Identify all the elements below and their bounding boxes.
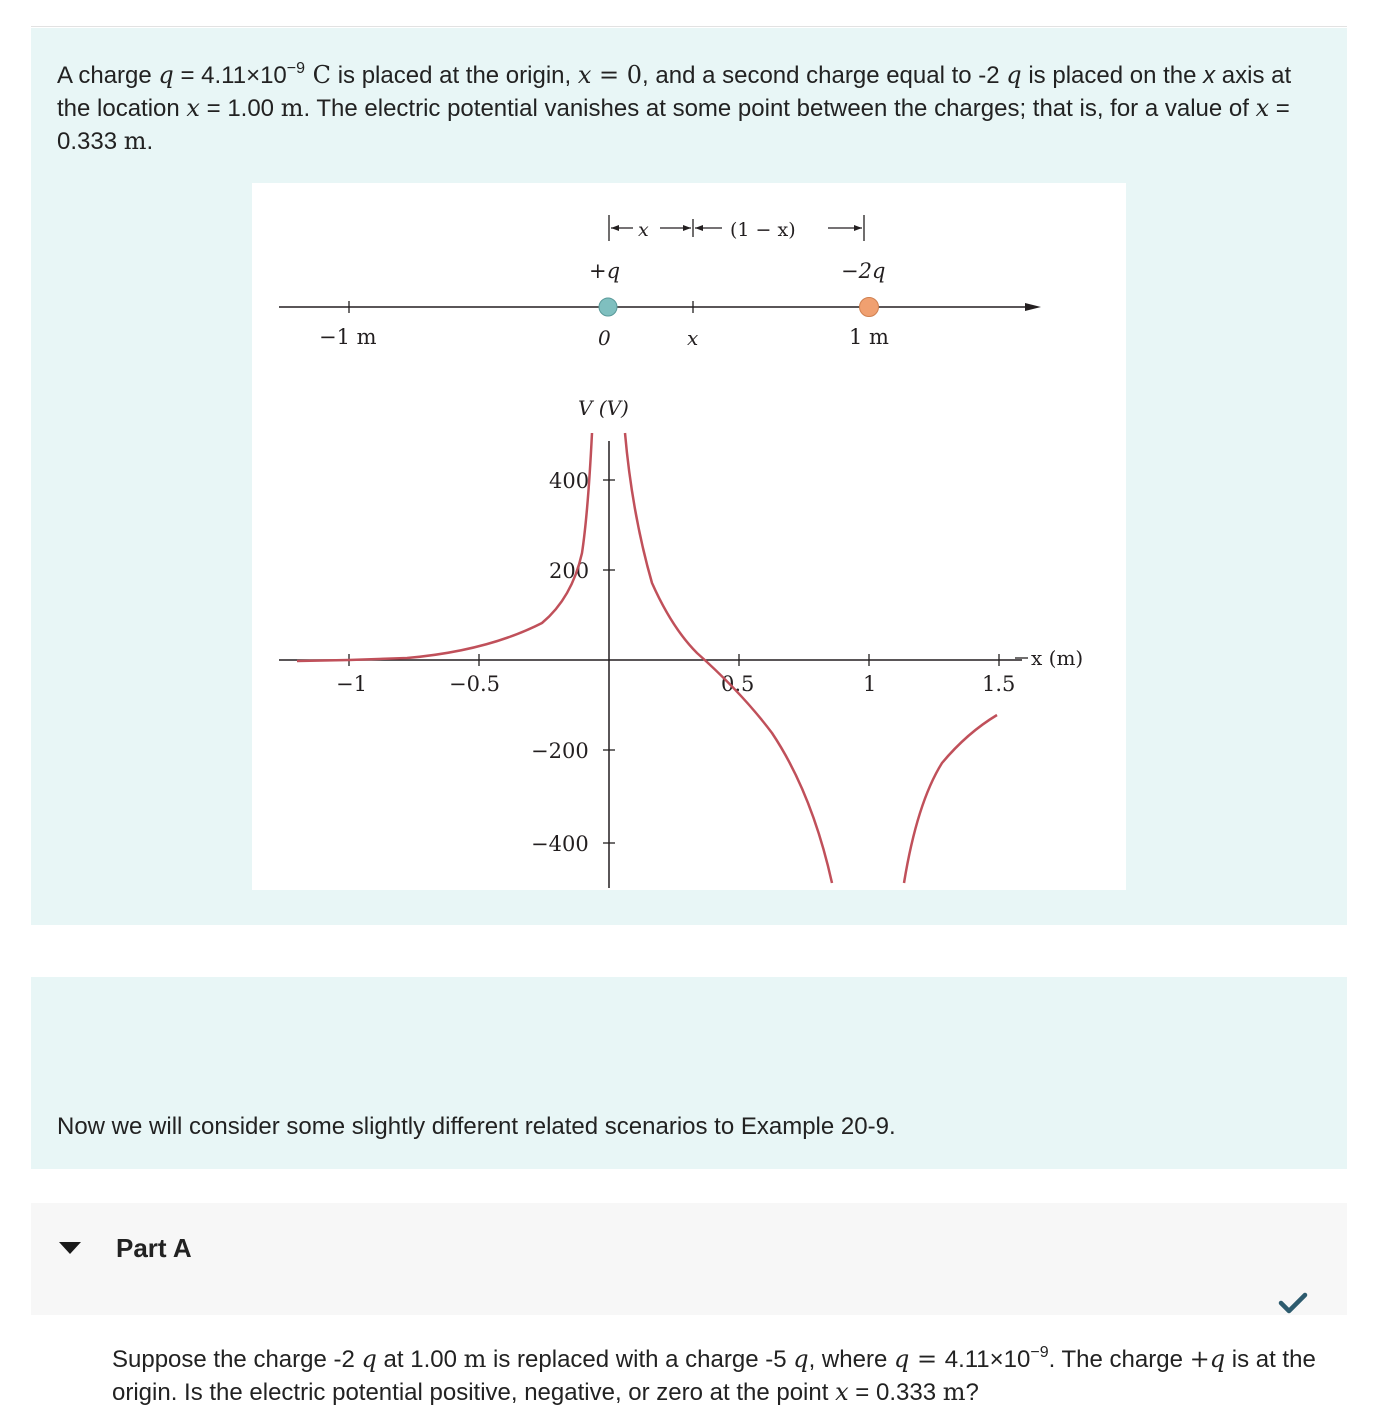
- question-text-part: ?: [965, 1379, 979, 1406]
- intro-text-part: , and a second charge equal to -2: [642, 62, 1007, 89]
- intro-text-part: = 4.11×10: [173, 62, 287, 89]
- math-x: x: [1255, 94, 1270, 122]
- math-x: x: [577, 61, 592, 89]
- intro-text-part: A charge: [57, 62, 159, 89]
- question-text-part: is at the origin. Is the electric potential positive, negative, or zero at the point: [112, 1346, 1316, 1406]
- x-axis-label: [1031, 646, 1083, 670]
- unit-meter: m: [123, 127, 147, 155]
- exponent: −9: [286, 60, 306, 77]
- x-tick-1.5: 1.5: [982, 672, 1016, 696]
- exponent: −9: [1030, 1344, 1049, 1361]
- positive-charge-dot: [599, 298, 617, 316]
- math-plus-q: +q: [1189, 1345, 1226, 1373]
- x-tick-0.5: 0.5: [721, 672, 755, 696]
- example-figure: [252, 183, 1126, 890]
- math-x: x: [186, 94, 200, 122]
- intro-panel: [31, 28, 1347, 925]
- unit-coulomb: C: [305, 61, 332, 89]
- question-text-part: = 0.333: [848, 1379, 943, 1406]
- negative-charge-label: −2q: [841, 259, 886, 283]
- dimension-x-label: x: [638, 219, 649, 241]
- x-tick-minus-0.5: −0.5: [449, 672, 500, 696]
- tick-label-1m: 1 m: [849, 325, 889, 349]
- tick-label-minus-1m: −1 m: [319, 325, 377, 349]
- graph-axes: [279, 441, 1022, 888]
- collapse-triangle-icon[interactable]: [59, 1242, 81, 1254]
- x-tick-minus-1: −1: [336, 672, 367, 696]
- unit-meter: m: [942, 1378, 966, 1406]
- intro-text-part: . The electric potential vanishes at some point between the charges; that is, for a value of: [303, 95, 1256, 122]
- negative-charge-dot: [860, 298, 879, 317]
- math-q: q: [158, 61, 174, 89]
- intro-text-part: axis at the location: [57, 62, 1292, 122]
- y-tick-200: 200: [549, 559, 590, 583]
- potential-figure-svg: [252, 183, 1126, 890]
- question-text-part: , where: [808, 1346, 894, 1373]
- potential-curve-left: [297, 433, 592, 661]
- math-eq-zero: = 0: [591, 61, 643, 89]
- intro-text-part: is placed on the: [1021, 62, 1204, 89]
- math-x: x: [835, 1378, 849, 1406]
- y-axis-label: [578, 396, 629, 420]
- intro-text-part: = 1.00: [199, 95, 281, 122]
- y-axis-label-text: V (V): [578, 396, 629, 420]
- y-tick-minus-400: −400: [531, 832, 589, 856]
- intro-text-part: = 0.333: [57, 95, 1290, 155]
- x-tick-1: 1: [863, 672, 877, 696]
- part-a-title[interactable]: Part A: [116, 1233, 192, 1263]
- potential-curve-right: [904, 715, 997, 883]
- charge-axis: [279, 301, 1041, 313]
- math-equals: =: [909, 1345, 945, 1373]
- question-text-part: . The charge: [1048, 1346, 1190, 1373]
- tick-label-0: 0: [598, 326, 611, 350]
- scenario-text: Now we will consider some slightly different related scenarios to Example 20-9.: [57, 1113, 896, 1140]
- question-text-part: at 1.00: [376, 1346, 464, 1373]
- y-tick-minus-200: −200: [531, 739, 589, 763]
- tick-label-x: x: [687, 326, 699, 350]
- intro-text-part: is placed at the origin,: [331, 62, 578, 89]
- scenario-panel: [31, 977, 1347, 1169]
- positive-charge-label: +q: [589, 259, 621, 283]
- math-q: q: [361, 1345, 377, 1373]
- question-text-part: 4.11×10: [944, 1346, 1031, 1373]
- check-icon: [1278, 1291, 1308, 1315]
- x-axis-label-text: x (m): [1031, 646, 1084, 670]
- axis-x-word: x: [1203, 62, 1216, 89]
- y-tick-400: 400: [549, 469, 590, 493]
- math-q: q: [1006, 61, 1022, 89]
- question-text-part: is replaced with a charge -5: [486, 1346, 794, 1373]
- question-text-part: Suppose the charge -2: [112, 1346, 362, 1373]
- unit-meter: m: [280, 94, 304, 122]
- math-q: q: [893, 1345, 910, 1373]
- part-a-header[interactable]: [31, 1203, 1347, 1315]
- unit-meter: m: [463, 1345, 487, 1373]
- part-a-question: [112, 1343, 1342, 1409]
- potential-curve-middle: [625, 433, 832, 883]
- top-divider: [31, 26, 1347, 27]
- math-q: q: [793, 1345, 809, 1373]
- dimension-1-minus-x-label: (1 − x): [730, 219, 796, 241]
- intro-text: [57, 59, 1319, 158]
- intro-text-part: .: [146, 128, 154, 155]
